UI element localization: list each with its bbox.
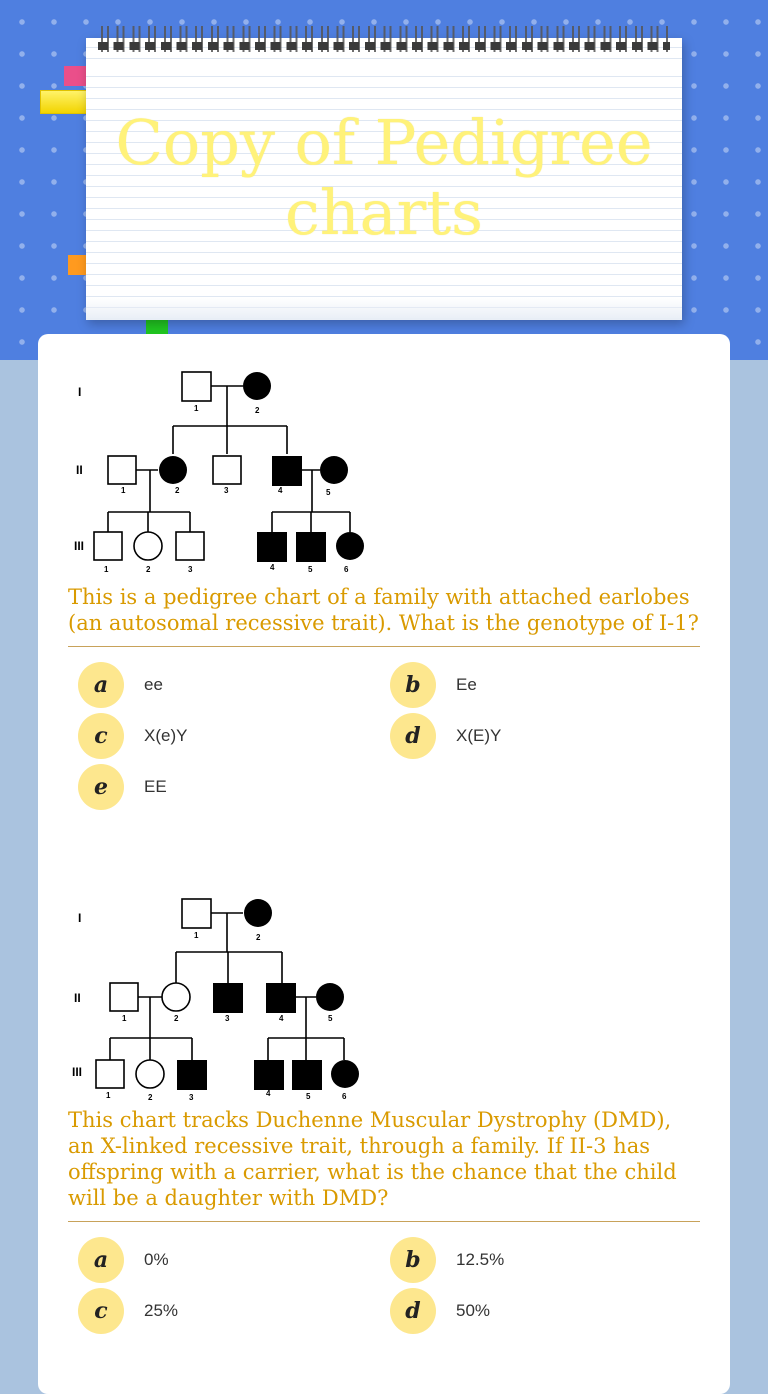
pedigree-1-I-2-female [243,372,271,400]
option-letter-badge: e [78,764,124,810]
pedigree-2-gen-label-I: I [78,911,82,925]
pedigree-1-label: 6 [344,565,349,574]
pedigree-2-label: 4 [279,1014,284,1023]
pedigree-2-label: 3 [189,1093,194,1102]
option-letter-badge: c [78,713,124,759]
pedigree-2-III-1-male [96,1060,124,1088]
pedigree-1-label: 5 [326,488,331,497]
page-title: Copy of Pedigree charts [115,106,653,249]
pedigree-2-III-3-male [177,1060,207,1090]
pedigree-1-label: 1 [104,565,109,574]
pedigree-1-I-1-male [182,372,211,401]
question-2-divider [68,1221,700,1222]
pedigree-1-label: 2 [146,565,151,574]
notebook-tab-pink [64,66,88,86]
pedigree-1-label: 2 [255,406,260,415]
pedigree-2-label: 2 [148,1093,153,1102]
pedigree-2-II-5-female [316,983,344,1011]
pedigree-1-II-5-female [320,456,348,484]
pedigree-2-I-1-male [182,899,211,928]
option-label: 25% [144,1301,179,1320]
pedigree-2-label: 3 [225,1014,230,1023]
pedigree-1-III-2-female [134,532,162,560]
option-label: 12.5% [456,1250,505,1269]
pedigree-chart-1 [68,362,378,582]
pedigree-1-III-6-female [336,532,364,560]
pedigree-1-II-2-female [159,456,187,484]
pedigree-2-label: 2 [256,933,261,942]
pedigree-2-I-2-female [244,899,272,927]
pedigree-2-label: 5 [306,1092,311,1101]
pedigree-1-label: 1 [194,404,199,413]
question-1-divider [68,646,700,647]
pedigree-2-gen-label-II: II [74,991,81,1005]
option-letter-badge: b [390,1237,436,1283]
question-1-text: This is a pedigree chart of a family with attached earlobes (an autosomal recessive trait). What is the genotype of I-1? [68,585,699,635]
option-label: X(e)Y [144,726,188,745]
pedigree-2-II-1-male [110,983,138,1011]
option-letter-badge: a [78,1237,124,1283]
notebook-tab-yellow [40,90,92,114]
pedigree-1-label: 3 [188,565,193,574]
pedigree-1-II-4-male [272,456,302,486]
pedigree-2-II-4-male [266,983,296,1013]
pedigree-1-label: 5 [308,565,313,574]
pedigree-2-label: 6 [342,1092,347,1101]
pedigree-2-label: 1 [194,931,199,940]
pedigree-2-label: 1 [122,1014,127,1023]
pedigree-1-gen-label-III: III [74,539,85,553]
pedigree-2-II-3-male [213,983,243,1013]
question-2-text: This chart tracks Duchenne Muscular Dystrophy (DMD), an X-linked recessive trait, through a family. If II-3 has offspring with a carrier, what is the chance that the child will be a daughter with DMD? [68,1108,677,1210]
pedigree-2-gen-label-III: III [72,1065,83,1079]
option-letter-badge: c [78,1288,124,1334]
pedigree-1-III-1-male [94,532,122,560]
pedigree-1-label: 4 [278,486,283,495]
option-letter-badge: b [390,662,436,708]
pedigree-2-III-2-female [136,1060,164,1088]
pedigree-2-label: 2 [174,1014,179,1023]
pedigree-2-label: 1 [106,1091,111,1100]
pedigree-2-III-4-male [254,1060,284,1090]
pedigree-1-III-3-male [176,532,204,560]
pedigree-2-II-2-female [162,983,190,1011]
pedigree-2-III-6-female [331,1060,359,1088]
pedigree-2-label: 5 [328,1014,333,1023]
pedigree-1-gen-label-II: II [76,463,83,477]
option-label: X(E)Y [456,726,502,745]
pedigree-chart-2 [68,890,378,1105]
pedigree-1-II-3-male [213,456,241,484]
pedigree-1-II-1-male [108,456,136,484]
option-letter-badge: d [390,1288,436,1334]
option-label: ee [144,675,163,694]
pedigree-1-label: 2 [175,486,180,495]
option-letter-badge: a [78,662,124,708]
pedigree-1-label: 1 [121,486,126,495]
pedigree-2-label: 4 [266,1089,271,1098]
pedigree-2-III-5-male [292,1060,322,1090]
option-label: Ee [456,675,477,694]
option-letter-badge: d [390,713,436,759]
pedigree-1-label: 4 [270,563,275,572]
pedigree-1-label: 3 [224,486,229,495]
notebook-spiral-binding [98,42,670,50]
pedigree-1-III-5-male [296,532,326,562]
pedigree-1-III-4-male [257,532,287,562]
option-label: EE [144,777,167,796]
pedigree-1-gen-label-I: I [78,385,82,399]
option-label: 50% [456,1301,491,1320]
option-label: 0% [144,1250,169,1269]
